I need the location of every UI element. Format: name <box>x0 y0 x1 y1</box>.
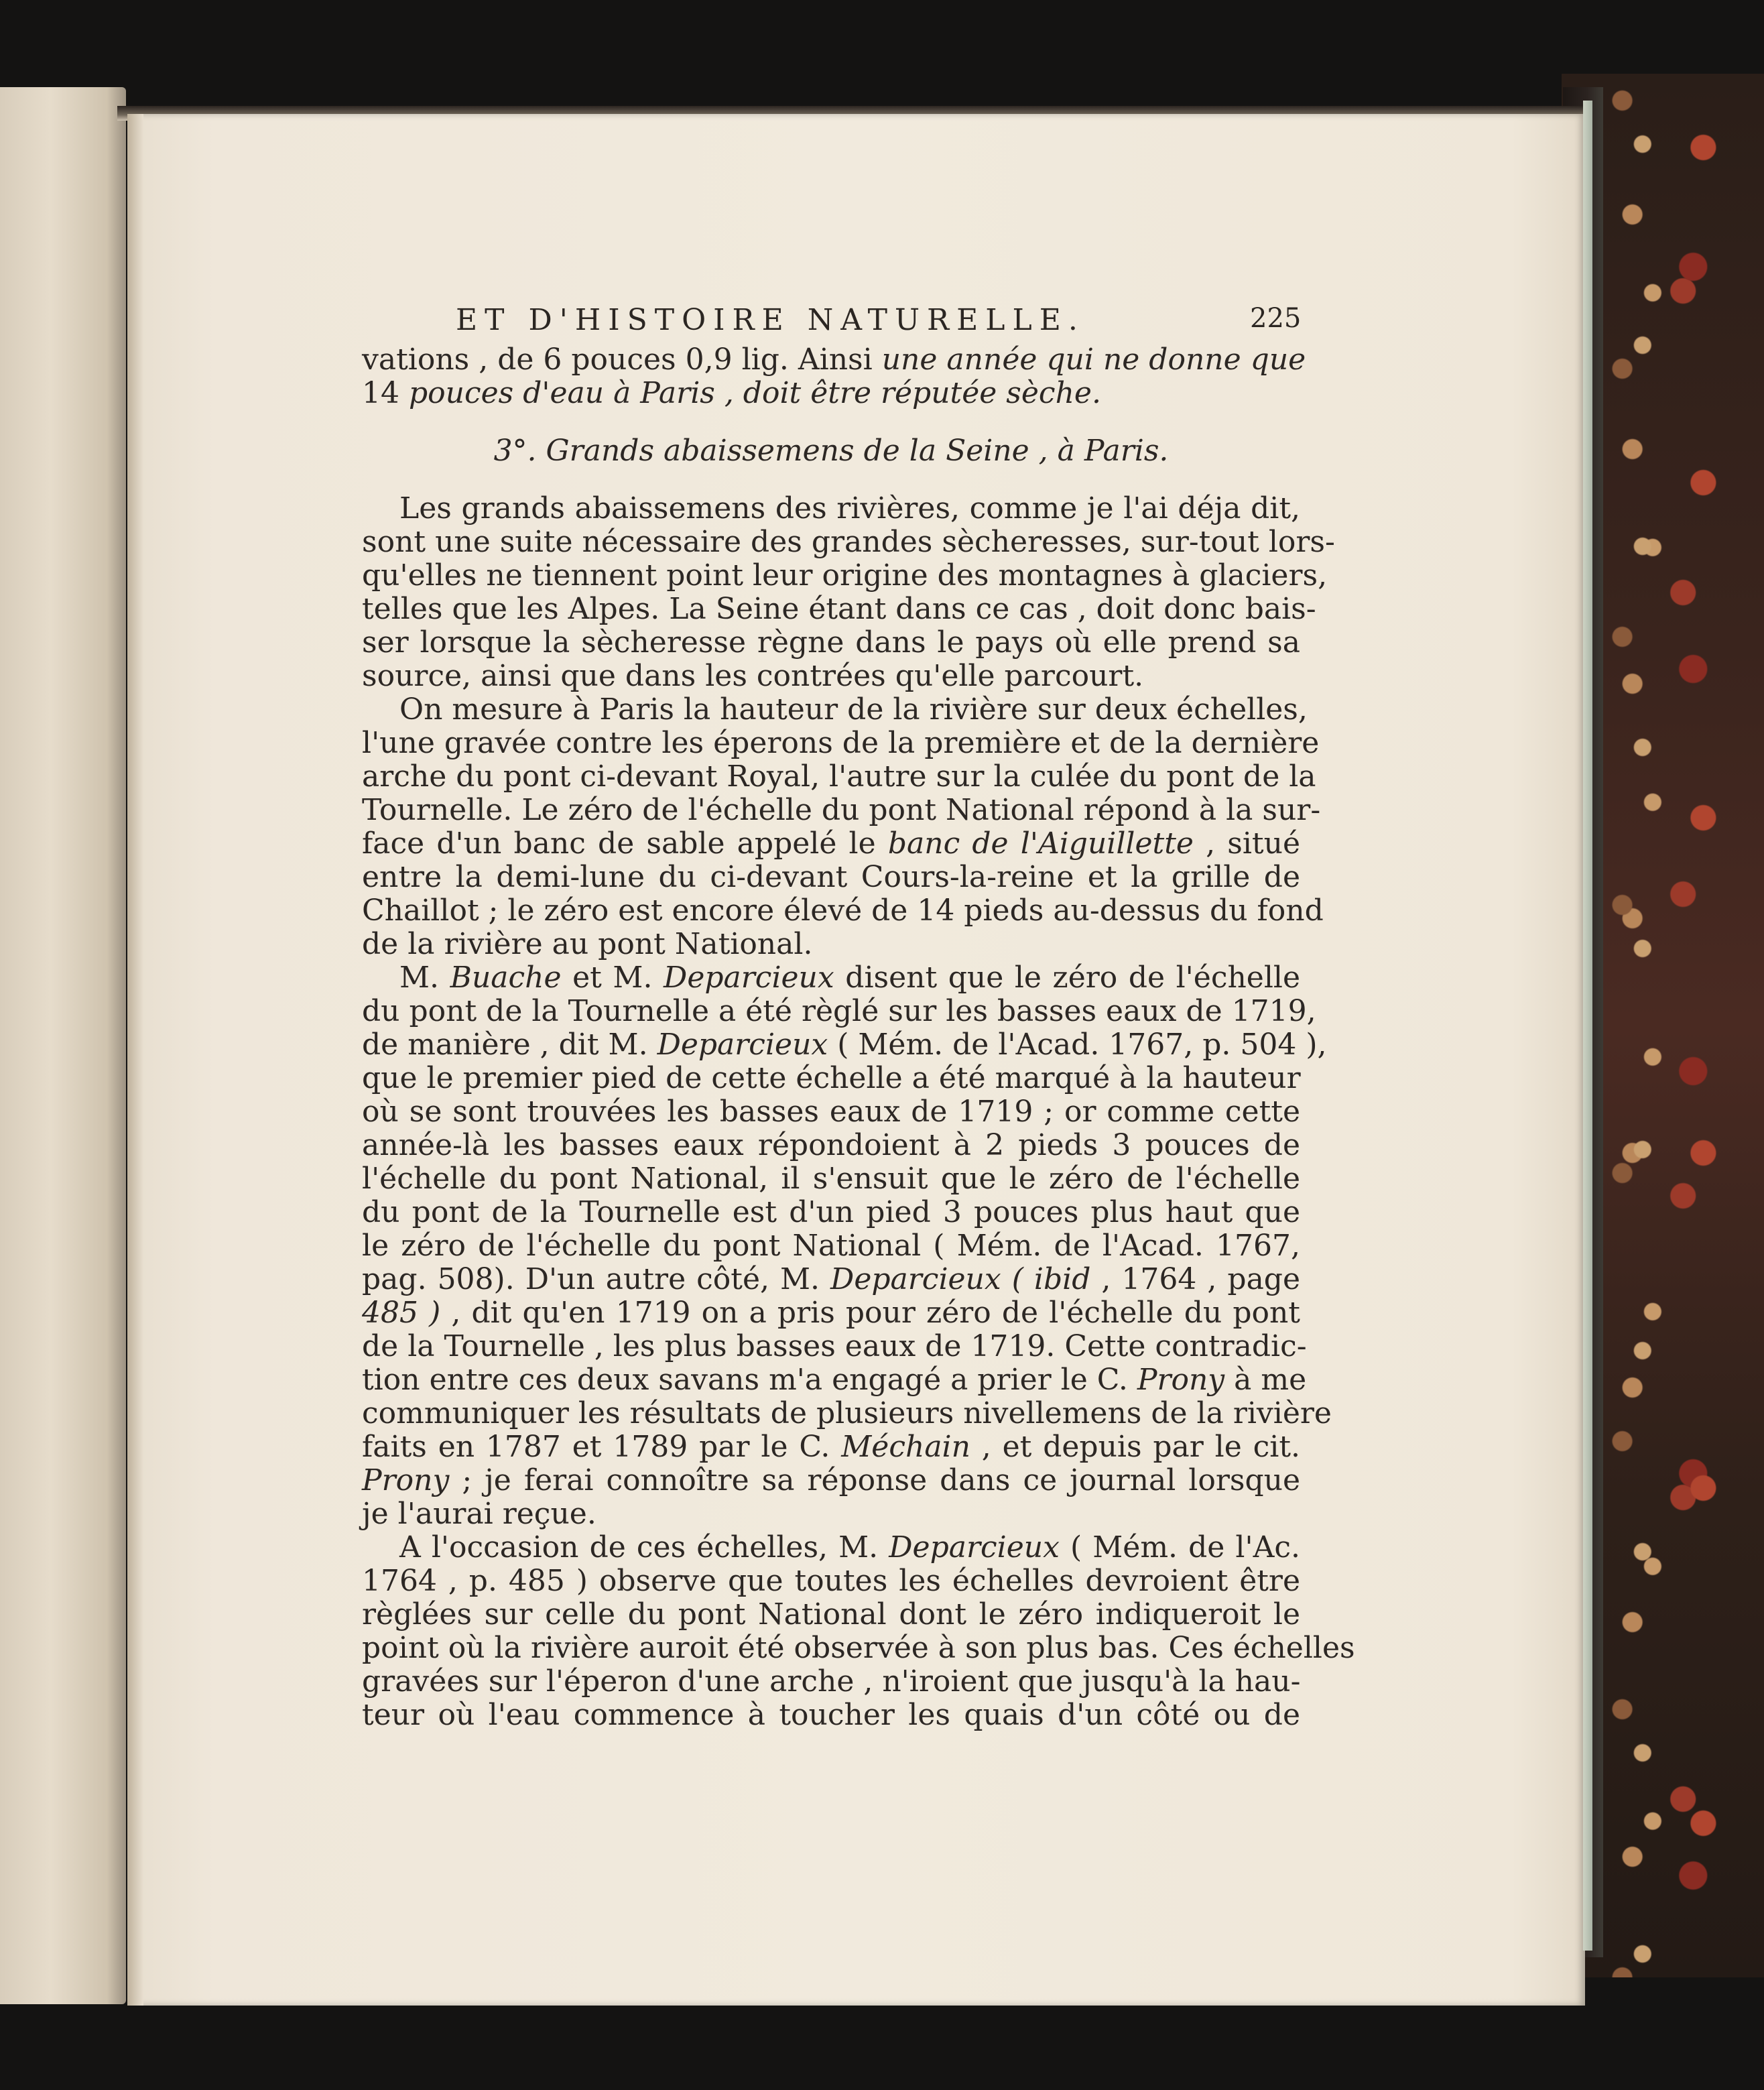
text-line <box>362 1430 1300 1464</box>
text-run: , et depuis par le cit. <box>970 1430 1300 1464</box>
text-run: telles que les Alpes. La Seine étant dans ce cas , doit donc bais- <box>362 592 1316 626</box>
text-run: Les grands abaissemens des rivières, comme je l'ai déja dit, <box>399 491 1300 526</box>
text-run: 3°. <box>493 434 546 468</box>
text-run: 1764 , p. 485 ) observe que toutes les échelles devroient être <box>362 1564 1300 1598</box>
text-run: année-là les basses eaux répondoient à 2 pieds 3 pouces de <box>362 1128 1300 1162</box>
italic-run: Méchain <box>841 1430 970 1464</box>
text-run: disent que le zéro de l'échelle <box>834 961 1301 995</box>
text-run: ; je ferai connoître sa réponse dans ce journal lorsque <box>449 1463 1300 1497</box>
text-run: , 1764 , page <box>1090 1262 1301 1296</box>
text-run: entre la demi-lune du ci-devant Cours-la-reine et la grille de <box>362 860 1300 894</box>
text-line <box>362 1665 1300 1699</box>
text-run: du pont de la Tournelle a été règlé sur les basses eaux de 1719, <box>362 994 1316 1028</box>
section-heading <box>362 434 1300 468</box>
text-line <box>362 626 1300 660</box>
text-line <box>362 692 1308 727</box>
italic-run: banc de l'Aiguillette <box>887 826 1194 861</box>
text-run: , situé <box>1193 826 1300 861</box>
page-number: 225 <box>1250 303 1302 334</box>
text-line <box>362 1598 1300 1632</box>
text-line <box>362 1196 1300 1229</box>
text-line <box>362 1062 1300 1095</box>
text-run: sont une suite nécessaire des grandes sècheresses, sur-tout lors- <box>362 525 1335 559</box>
italic-run: Deparcieux <box>664 961 834 995</box>
text-run: je l'aurai reçue. <box>362 1497 596 1531</box>
text-line <box>362 1564 1300 1598</box>
italic-run: Deparcieux <box>889 1530 1060 1564</box>
text-line <box>362 525 1335 559</box>
text-line <box>362 961 1300 995</box>
text-line <box>362 928 1300 961</box>
text-line <box>362 994 1316 1028</box>
text-run: teur où l'eau commence à toucher les quais d'un côté ou de <box>362 1698 1300 1732</box>
running-title: ET D'HISTOIRE NATURELLE. <box>456 303 1085 337</box>
italic-run: Prony <box>1137 1363 1225 1397</box>
text-line <box>362 660 1300 693</box>
text-run: pag. 508). D'un autre côté, M. <box>362 1262 831 1296</box>
text-run: l'une gravée contre les éperons de la première et de la dernière <box>362 726 1320 760</box>
facing-page-edge <box>0 87 126 2004</box>
text-run: à me <box>1224 1363 1307 1397</box>
italic-run: Grands abaissemens de la Seine , à Paris. <box>546 434 1169 468</box>
page-stack-edge <box>1583 101 1592 1951</box>
text-line <box>362 1396 1332 1430</box>
italic-run: pouces d'eau à Paris , doit être réputée sèche. <box>408 376 1101 410</box>
text-line <box>362 894 1324 928</box>
text-line <box>362 861 1300 894</box>
text-line <box>362 1531 1300 1564</box>
text-line <box>362 1296 1300 1330</box>
italic-run: Buache <box>450 961 562 995</box>
text-line <box>362 1631 1355 1665</box>
text-line <box>362 1464 1300 1497</box>
text-run: ( Mém. de l'Ac. <box>1059 1530 1300 1564</box>
text-run: ( Mém. de l'Acad. 1767, p. 504 ), <box>828 1028 1327 1062</box>
text-run: de la Tournelle , les plus basses eaux de 1719. Cette contradic- <box>362 1329 1307 1363</box>
text-line <box>362 343 1306 377</box>
text-run: 14 <box>362 376 409 410</box>
text-run: et M. <box>561 961 664 995</box>
text-line <box>362 1162 1300 1196</box>
text-line <box>362 492 1300 526</box>
text-run: point où la rivière auroit été observée à son plus bas. Ces échelles <box>362 1631 1355 1665</box>
text-run: source, ainsi que dans les contrées qu'elle parcourt. <box>362 659 1144 693</box>
text-line <box>362 1229 1300 1263</box>
text-line <box>362 1129 1300 1162</box>
text-run: où se sont trouvées les basses eaux de 1719 ; or comme cette <box>362 1095 1300 1129</box>
text-line <box>362 759 1316 794</box>
text-line <box>362 1363 1307 1397</box>
text-run: que le premier pied de cette échelle a été marqué à la hauteur <box>362 1061 1301 1095</box>
text-line <box>362 1028 1327 1062</box>
text-run: de la rivière au pont National. <box>362 927 813 961</box>
text-run: On mesure à Paris la hauteur de la rivière sur deux échelles, <box>399 692 1308 727</box>
text-run: l'échelle du pont National, il s'ensuit que le zéro de l'échelle <box>362 1162 1300 1196</box>
text-line <box>362 558 1328 593</box>
italic-run: 485 ) <box>362 1296 441 1330</box>
text-line <box>362 1699 1300 1732</box>
text-run: M. <box>399 961 450 995</box>
italic-run: une année qui ne donne que <box>881 343 1306 377</box>
text-line <box>362 827 1300 861</box>
text-run: gravées sur l'éperon d'une arche , n'iroient que jusqu'à la hau- <box>362 1664 1301 1699</box>
text-run: qu'elles ne tiennent point leur origine des montagnes à glaciers, <box>362 558 1328 593</box>
text-run: de manière , dit M. <box>362 1028 657 1062</box>
text-line <box>362 793 1321 827</box>
text-run: ser lorsque la sècheresse règne dans le pays où elle prend sa <box>362 625 1300 660</box>
text-line <box>362 377 1300 410</box>
text-run: Chaillot ; le zéro est encore élevé de 14 pieds au-dessus du fond <box>362 894 1324 928</box>
italic-run: Deparcieux <box>657 1028 828 1062</box>
italic-run: Deparcieux ( ibid <box>830 1262 1091 1296</box>
text-line <box>362 726 1320 760</box>
page-gutter <box>127 114 143 2006</box>
text-run: face d'un banc de sable appelé le <box>362 826 888 861</box>
text-run: communiquer les résultats de plusieurs nivellemens de la rivière <box>362 1396 1332 1430</box>
text-line <box>362 1329 1307 1363</box>
text-line <box>362 1263 1300 1296</box>
text-line <box>362 1095 1300 1129</box>
text-run: Tournelle. Le zéro de l'échelle du pont National répond à la sur- <box>362 793 1321 827</box>
text-run: du pont de la Tournelle est d'un pied 3 pouces plus haut que <box>362 1195 1300 1229</box>
text-run: règlées sur celle du pont National dont le zéro indiqueroit le <box>362 1597 1300 1632</box>
text-run: tion entre ces deux savans m'a engagé a prier le C. <box>362 1363 1137 1397</box>
text-line <box>362 1497 1300 1531</box>
italic-run: Prony <box>362 1463 450 1497</box>
text-run: le zéro de l'échelle du pont National ( Mém. de l'Acad. 1767, <box>362 1229 1300 1263</box>
text-line <box>362 592 1316 626</box>
body-text <box>362 343 1355 1732</box>
text-run: faits en 1787 et 1789 par le C. <box>362 1430 842 1464</box>
text-run: A l'occasion de ces échelles, M. <box>399 1530 889 1564</box>
text-run: vations , de 6 pouces 0,9 lig. Ainsi <box>362 343 882 377</box>
text-run: arche du pont ci-devant Royal, l'autre sur la culée du pont de la <box>362 759 1316 794</box>
text-run: , dit qu'en 1719 on a pris pour zéro de l'échelle du pont <box>440 1296 1300 1330</box>
